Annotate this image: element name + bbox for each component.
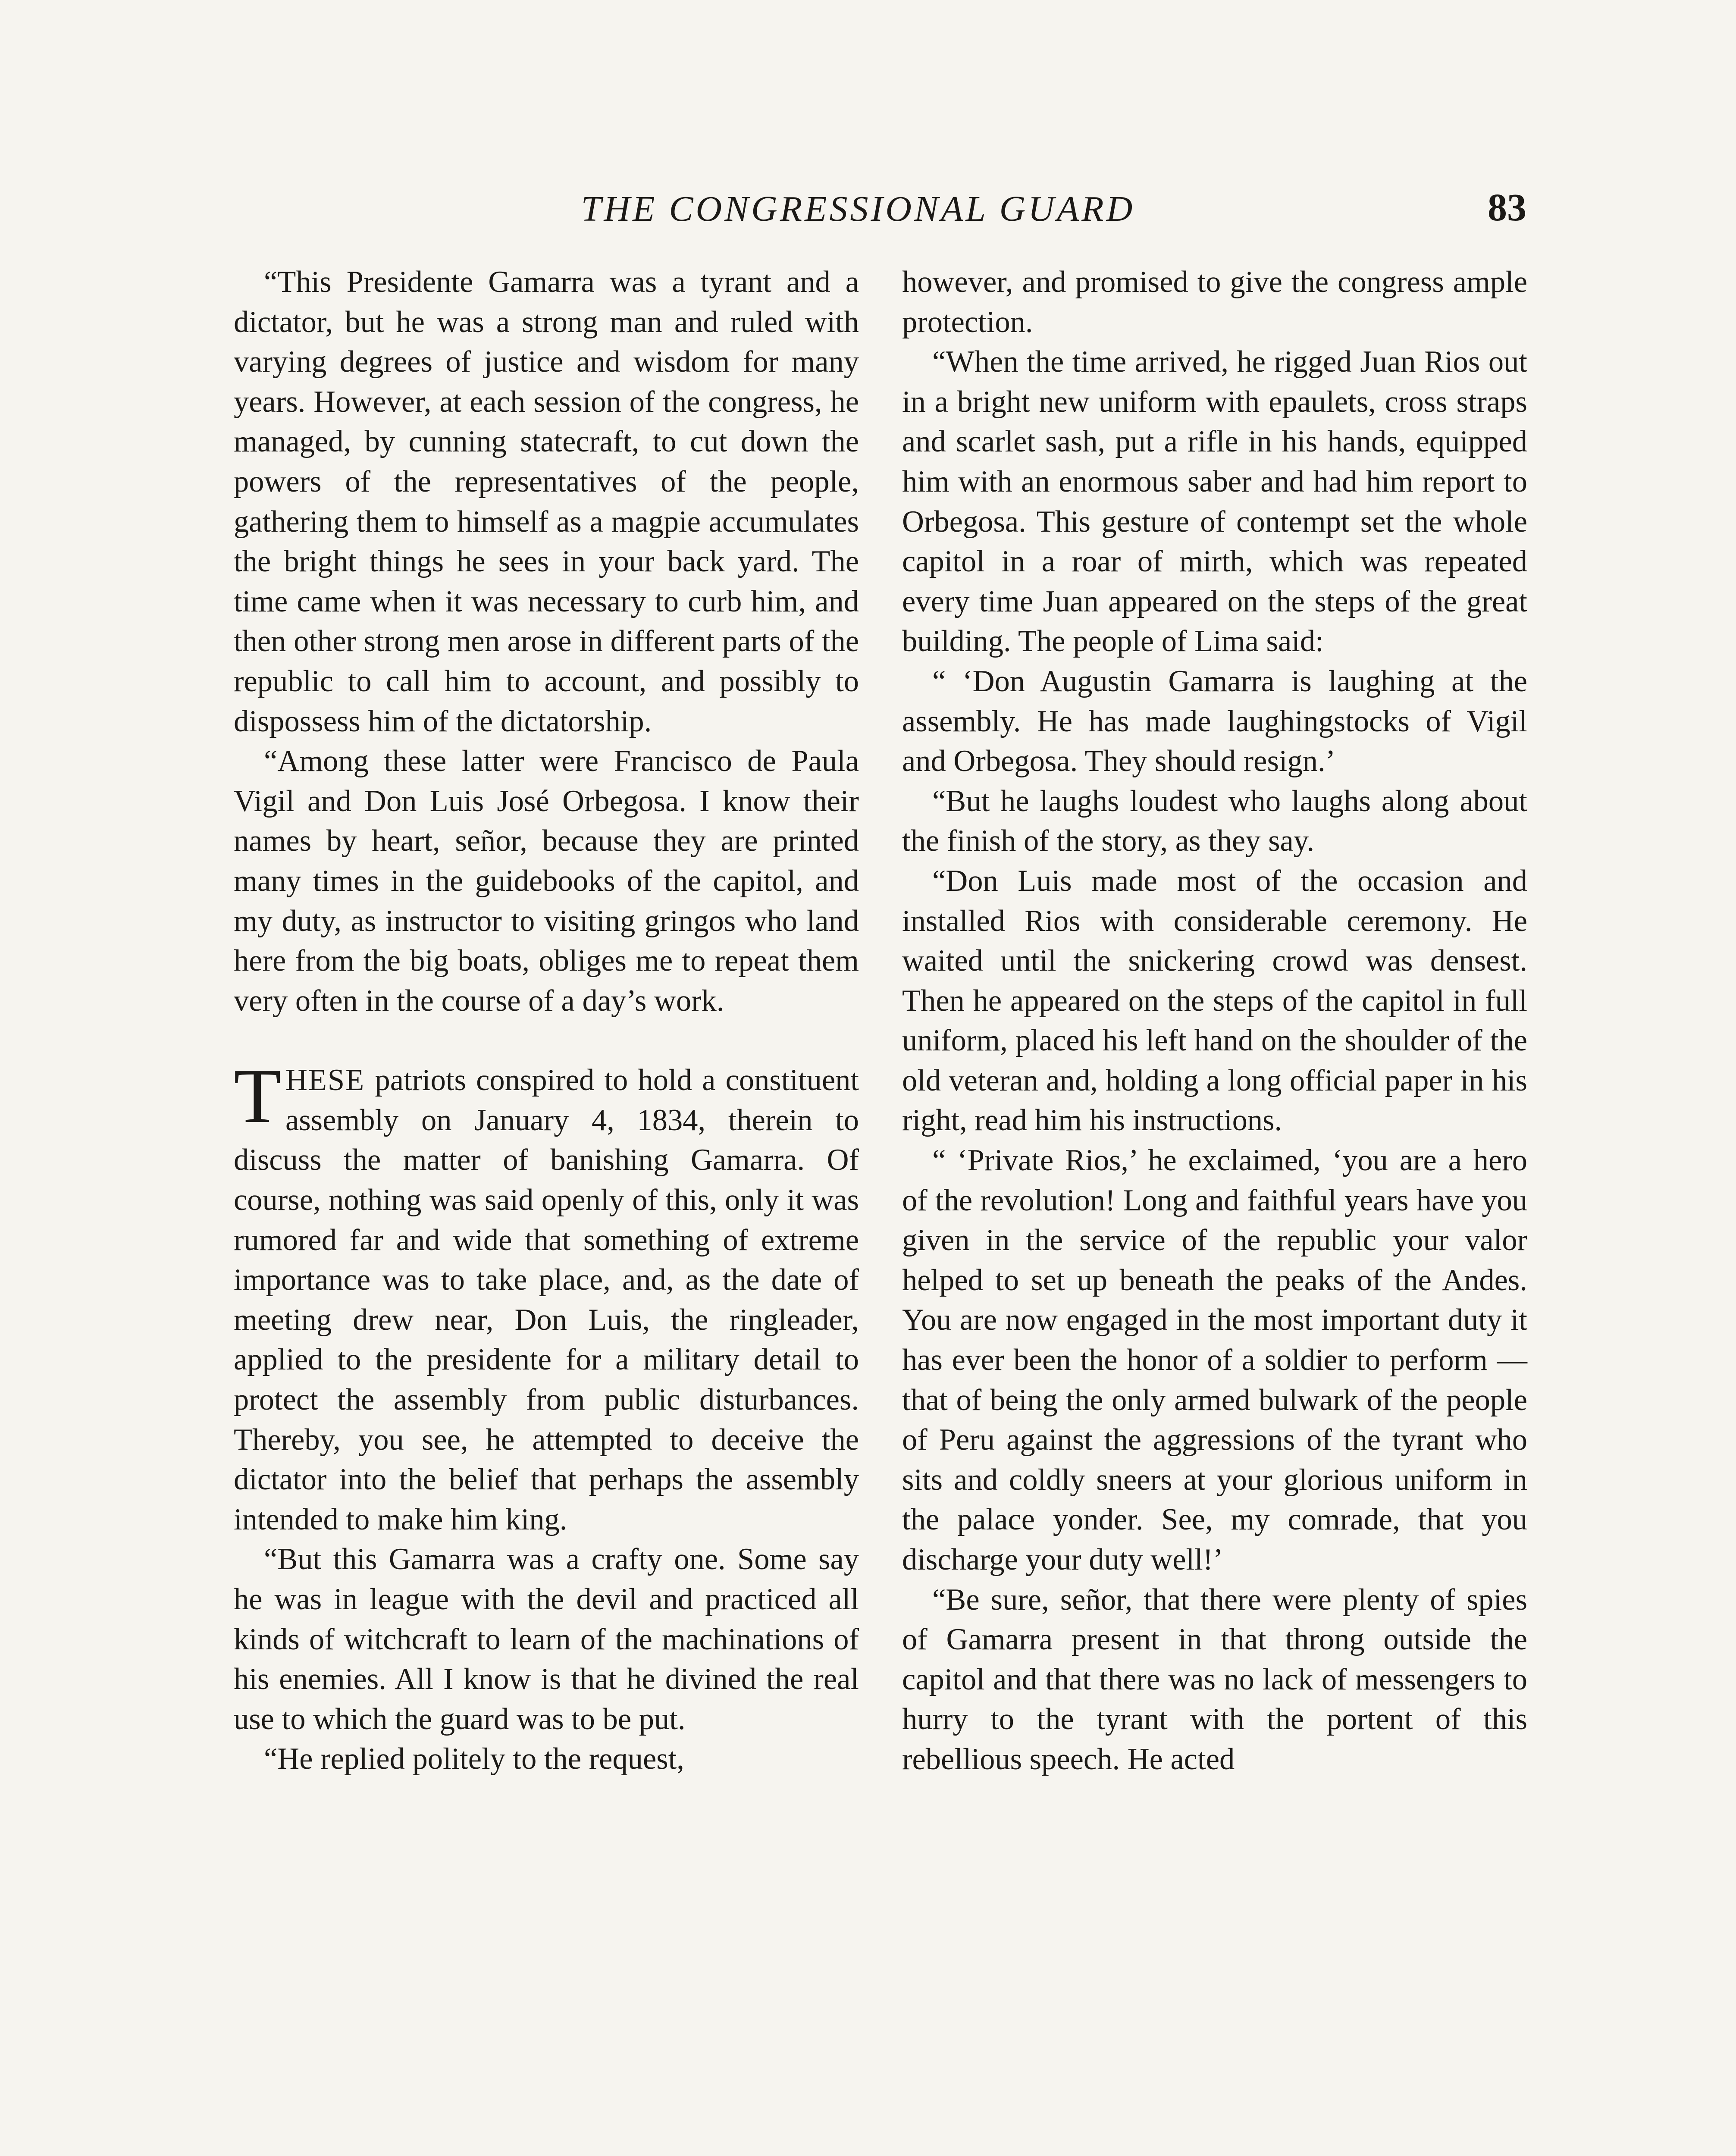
paragraph-text: patriots conspired to hold a constituent assembly on January 4, 1834, therein to discuss the matter of banishing Gamarra. Of course, nothing was said openly of this, only it was rumored far and wide that something of extreme importance was to take place, and, as the date of meeting drew near, Don Luis, the ringleader, applied to the presidente for a military detail to protect the assembly from public disturbances. Thereby, you see, he attempted to deceive the dictator into the belief that perhaps the assembly intended to make him king. xyxy=(234,1063,859,1536)
paragraph-drop-cap xyxy=(234,1053,859,1539)
paragraph: “But he laughs loudest who laughs along about the finish of the story, as they say. xyxy=(902,784,1527,858)
paragraph: “He replied politely to the request, xyxy=(264,1742,684,1776)
paragraph: “Don Luis made most of the occasion and installed Rios with considerable ceremony. He waited until the snickering crowd was densest. Then he appeared on the steps of the capitol in full uniform, placed his left hand on the shoulder of the old veteran and, holding a long official paper in his right, read him his instructions. xyxy=(902,864,1527,1138)
running-head: THE CONGRESSIONAL GUARD xyxy=(581,189,1135,229)
drop-cap: T xyxy=(234,1053,281,1139)
paragraph: “ ‘Don Augustin Gamarra is laughing at the assembly. He has made laughingstocks of Vigil and Orbegosa. They should resign.’ xyxy=(902,664,1527,778)
paragraph: “ ‘Private Rios,’ he exclaimed, ‘you are a hero of the revolution! Long and faithful years have you given in the service of the republic your valor helped to set up beneath the peaks of the Andes. You are now engaged in the most important duty it has ever been the honor of a soldier to perform —that of being the only armed bulwark of the people of Peru against the aggressions of the tyrant who sits and coldly sneers at your glorious uniform in the palace yonder. See, my comrade, that you discharge your duty well!’ xyxy=(902,1144,1527,1576)
left-column xyxy=(234,262,859,1779)
paragraph: however, and promised to give the congress ample protection. xyxy=(902,265,1527,339)
page-number: 83 xyxy=(1488,186,1526,229)
paragraph: “When the time arrived, he rigged Juan Rios out in a bright new uniform with epaulets, cross straps and scarlet sash, put a rifle in his hands, equipped him with an enormous saber and had him report to Orbegosa. This gesture of contempt set the whole capitol in a roar of mirth, which was repeated every time Juan appeared on the steps of the great building. The people of Lima said: xyxy=(902,345,1527,658)
paragraph: “Be sure, señor, that there were plenty of spies of Gamarra present in that throng outside the capitol and that there was no lack of messengers to hurry to the tyrant with the portent of this rebellious speech. He acted xyxy=(902,1583,1527,1776)
paragraph: “But this Gamarra was a crafty one. Some say he was in league with the devil and practiced all kinds of witchcraft to learn of the machinations of his enemies. All I know is that he divined the real use to which the guard was to be put. xyxy=(234,1542,859,1736)
paragraph: “This Presidente Gamarra was a tyrant and a dictator, but he was a strong man and ruled with varying degrees of justice and wisdom for many years. However, at each session of the congress, he managed, by cunning statecraft, to cut down the powers of the representatives of the people, gathering them to himself as a magpie accumulates the bright things he sees in your back yard. The time came when it was necessary to curb him, and then other strong men arose in different parts of the republic to call him to account, and possibly to dispossess him of the dictatorship. xyxy=(234,265,859,738)
small-caps-word: HESE xyxy=(285,1063,365,1097)
paragraph: “Among these latter were Francisco de Paula Vigil and Don Luis José Orbegosa. I know their names by heart, señor, because they are printed many times in the guidebooks of the capitol, and my duty, as instructor to visiting gringos who land here from the big boats, obliges me to repeat them very often in the course of a day’s work. xyxy=(234,744,859,1018)
right-column xyxy=(902,262,1527,1780)
